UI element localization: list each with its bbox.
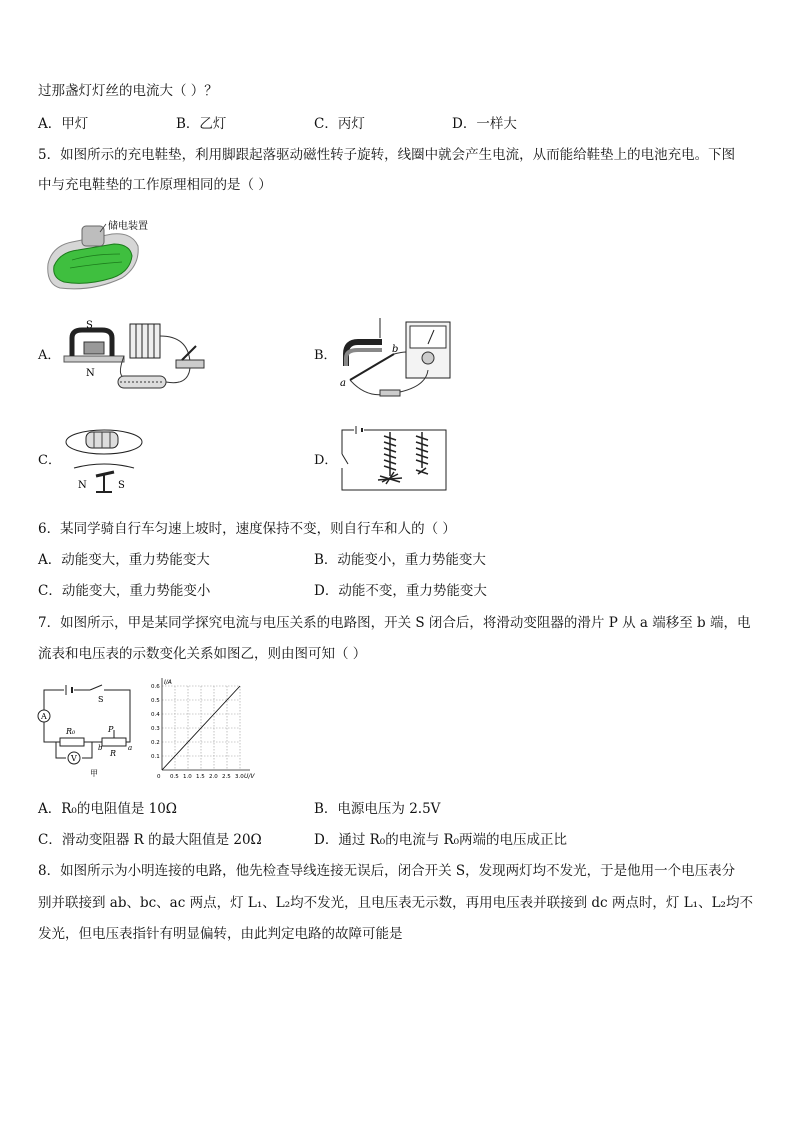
q6-stem: 6．某同学骑自行车匀速上坡时，速度保持不变，则自行车和人的（ ）: [38, 521, 456, 537]
q7-stem-line1: 7．如图所示，甲是某同学探究电流与电压关系的电路图，开关 S 闭合后，将滑动变阻器的滑片 P 从 a 端移至 b 端，电: [38, 615, 751, 631]
graph-x-tick-label: 2.5: [222, 774, 231, 780]
graph-x-tick-label: 2.0: [209, 774, 218, 780]
q4-option-a: A．甲灯: [38, 116, 89, 132]
q7-stem-line2: 流表和电压表的示数变化关系如图乙，则由图可知（ ）: [38, 646, 367, 662]
q8-stem-line3: 发光，但电压表指针有明显偏转，由此判定电路的故障可能是: [38, 926, 403, 942]
graph-origin-label: 0: [157, 774, 161, 780]
q4-option-d: D．一样大: [452, 116, 517, 132]
q6-option-d: D．动能不变，重力势能变大: [314, 583, 487, 599]
q7-circuit-switch-label: S: [98, 695, 104, 704]
q5-label-d: D．: [314, 453, 338, 468]
q7-option-d: D．通过 R₀的电流与 R₀两端的电压成正比: [314, 832, 568, 848]
fig-c-n-label: N: [78, 480, 87, 491]
q7-circuit-r0-label: R₀: [66, 727, 76, 736]
q7-option-b: B．电源电压为 2.5V: [314, 801, 441, 817]
q7-circuit-diagram: [36, 684, 140, 778]
graph-x-axis-label: U/V: [244, 773, 255, 780]
graph-y-tick-label: 0.5: [151, 698, 160, 704]
graph-y-tick-label: 0.6: [151, 684, 160, 690]
q8-stem-line2: 别并联接到 ab、bc、ac 两点，灯 L₁、L₂均不发光，且电压表无示数，再用电压表并联接到 dc 两点时，灯 L₁、L₂均不: [38, 895, 753, 911]
q5-stem-line2: 中与充电鞋垫的工作原理相同的是（ ）: [38, 177, 272, 193]
q7-circuit-voltmeter-label: V: [71, 754, 77, 763]
q8-stem-line1: 8．如图所示为小明连接的电路，他先检查导线连接无误后，闭合开关 S，发现两灯均不发光，于是他用一个电压表分: [38, 863, 736, 879]
fig-b-b-label: b: [392, 344, 399, 355]
graph-y-tick-label: 0.2: [151, 740, 160, 746]
fig-d-electromagnets: [336, 424, 452, 494]
q7-circuit-caption: 甲: [90, 769, 98, 778]
q7-circuit-b-label: b: [98, 744, 103, 752]
graph-x-tick-label: 0.5: [170, 774, 179, 780]
q6-option-a: A．动能变大，重力势能变大: [38, 552, 210, 568]
q5-stem-line1: 5．如图所示的充电鞋垫，利用脚跟起落驱动磁性转子旋转，线圈中就会产生电流，从而能给鞋垫上的电池充电。下图: [38, 147, 736, 163]
fig-c-s-label: S: [118, 480, 125, 491]
q6-option-b: B．动能变小，重力势能变大: [314, 552, 486, 568]
graph-y-tick-label: 0.4: [151, 712, 160, 718]
q7-circuit-p-label: P: [108, 725, 114, 734]
graph-y-tick-label: 0.3: [151, 726, 160, 732]
graph-x-tick-label: 1.0: [183, 774, 192, 780]
graph-x-tick-label: 1.5: [196, 774, 205, 780]
insole-label: 储电装置: [108, 221, 148, 232]
graph-y-axis-label: I/A: [164, 679, 172, 686]
q7-iu-graph: [142, 678, 258, 786]
q7-circuit-ammeter-label: A: [41, 712, 47, 721]
graph-x-tick-label: 3.0: [235, 774, 244, 780]
fig-b-generator-circuit: [336, 314, 460, 404]
q5-label-a: A．: [38, 348, 61, 363]
fig-a-motor-circuit: [58, 316, 212, 398]
fig-a-n-label: N: [86, 368, 95, 379]
fig-c-solenoid-compass: [62, 422, 148, 502]
charging-insole-figure: [42, 216, 148, 298]
q7-circuit-r-label: R: [110, 749, 117, 758]
q4-stem-tail: 过那盏灯灯丝的电流大（ ）？: [38, 83, 218, 99]
q5-label-c: C．: [38, 453, 61, 468]
q7-circuit-a-label: a: [128, 744, 133, 752]
q5-label-b: B．: [314, 348, 337, 363]
fig-a-s-label: S: [86, 320, 93, 331]
graph-y-tick-label: 0.1: [151, 754, 160, 760]
q6-option-c: C．动能变大，重力势能变小: [38, 583, 211, 599]
q7-option-a: A．R₀的电阻值是 10Ω: [38, 801, 177, 817]
fig-b-a-label: a: [340, 378, 346, 389]
q4-option-b: B．乙灯: [176, 116, 227, 132]
q4-option-c: C．丙灯: [314, 116, 365, 132]
q7-option-c: C．滑动变阻器 R 的最大阻值是 20Ω: [38, 832, 262, 848]
